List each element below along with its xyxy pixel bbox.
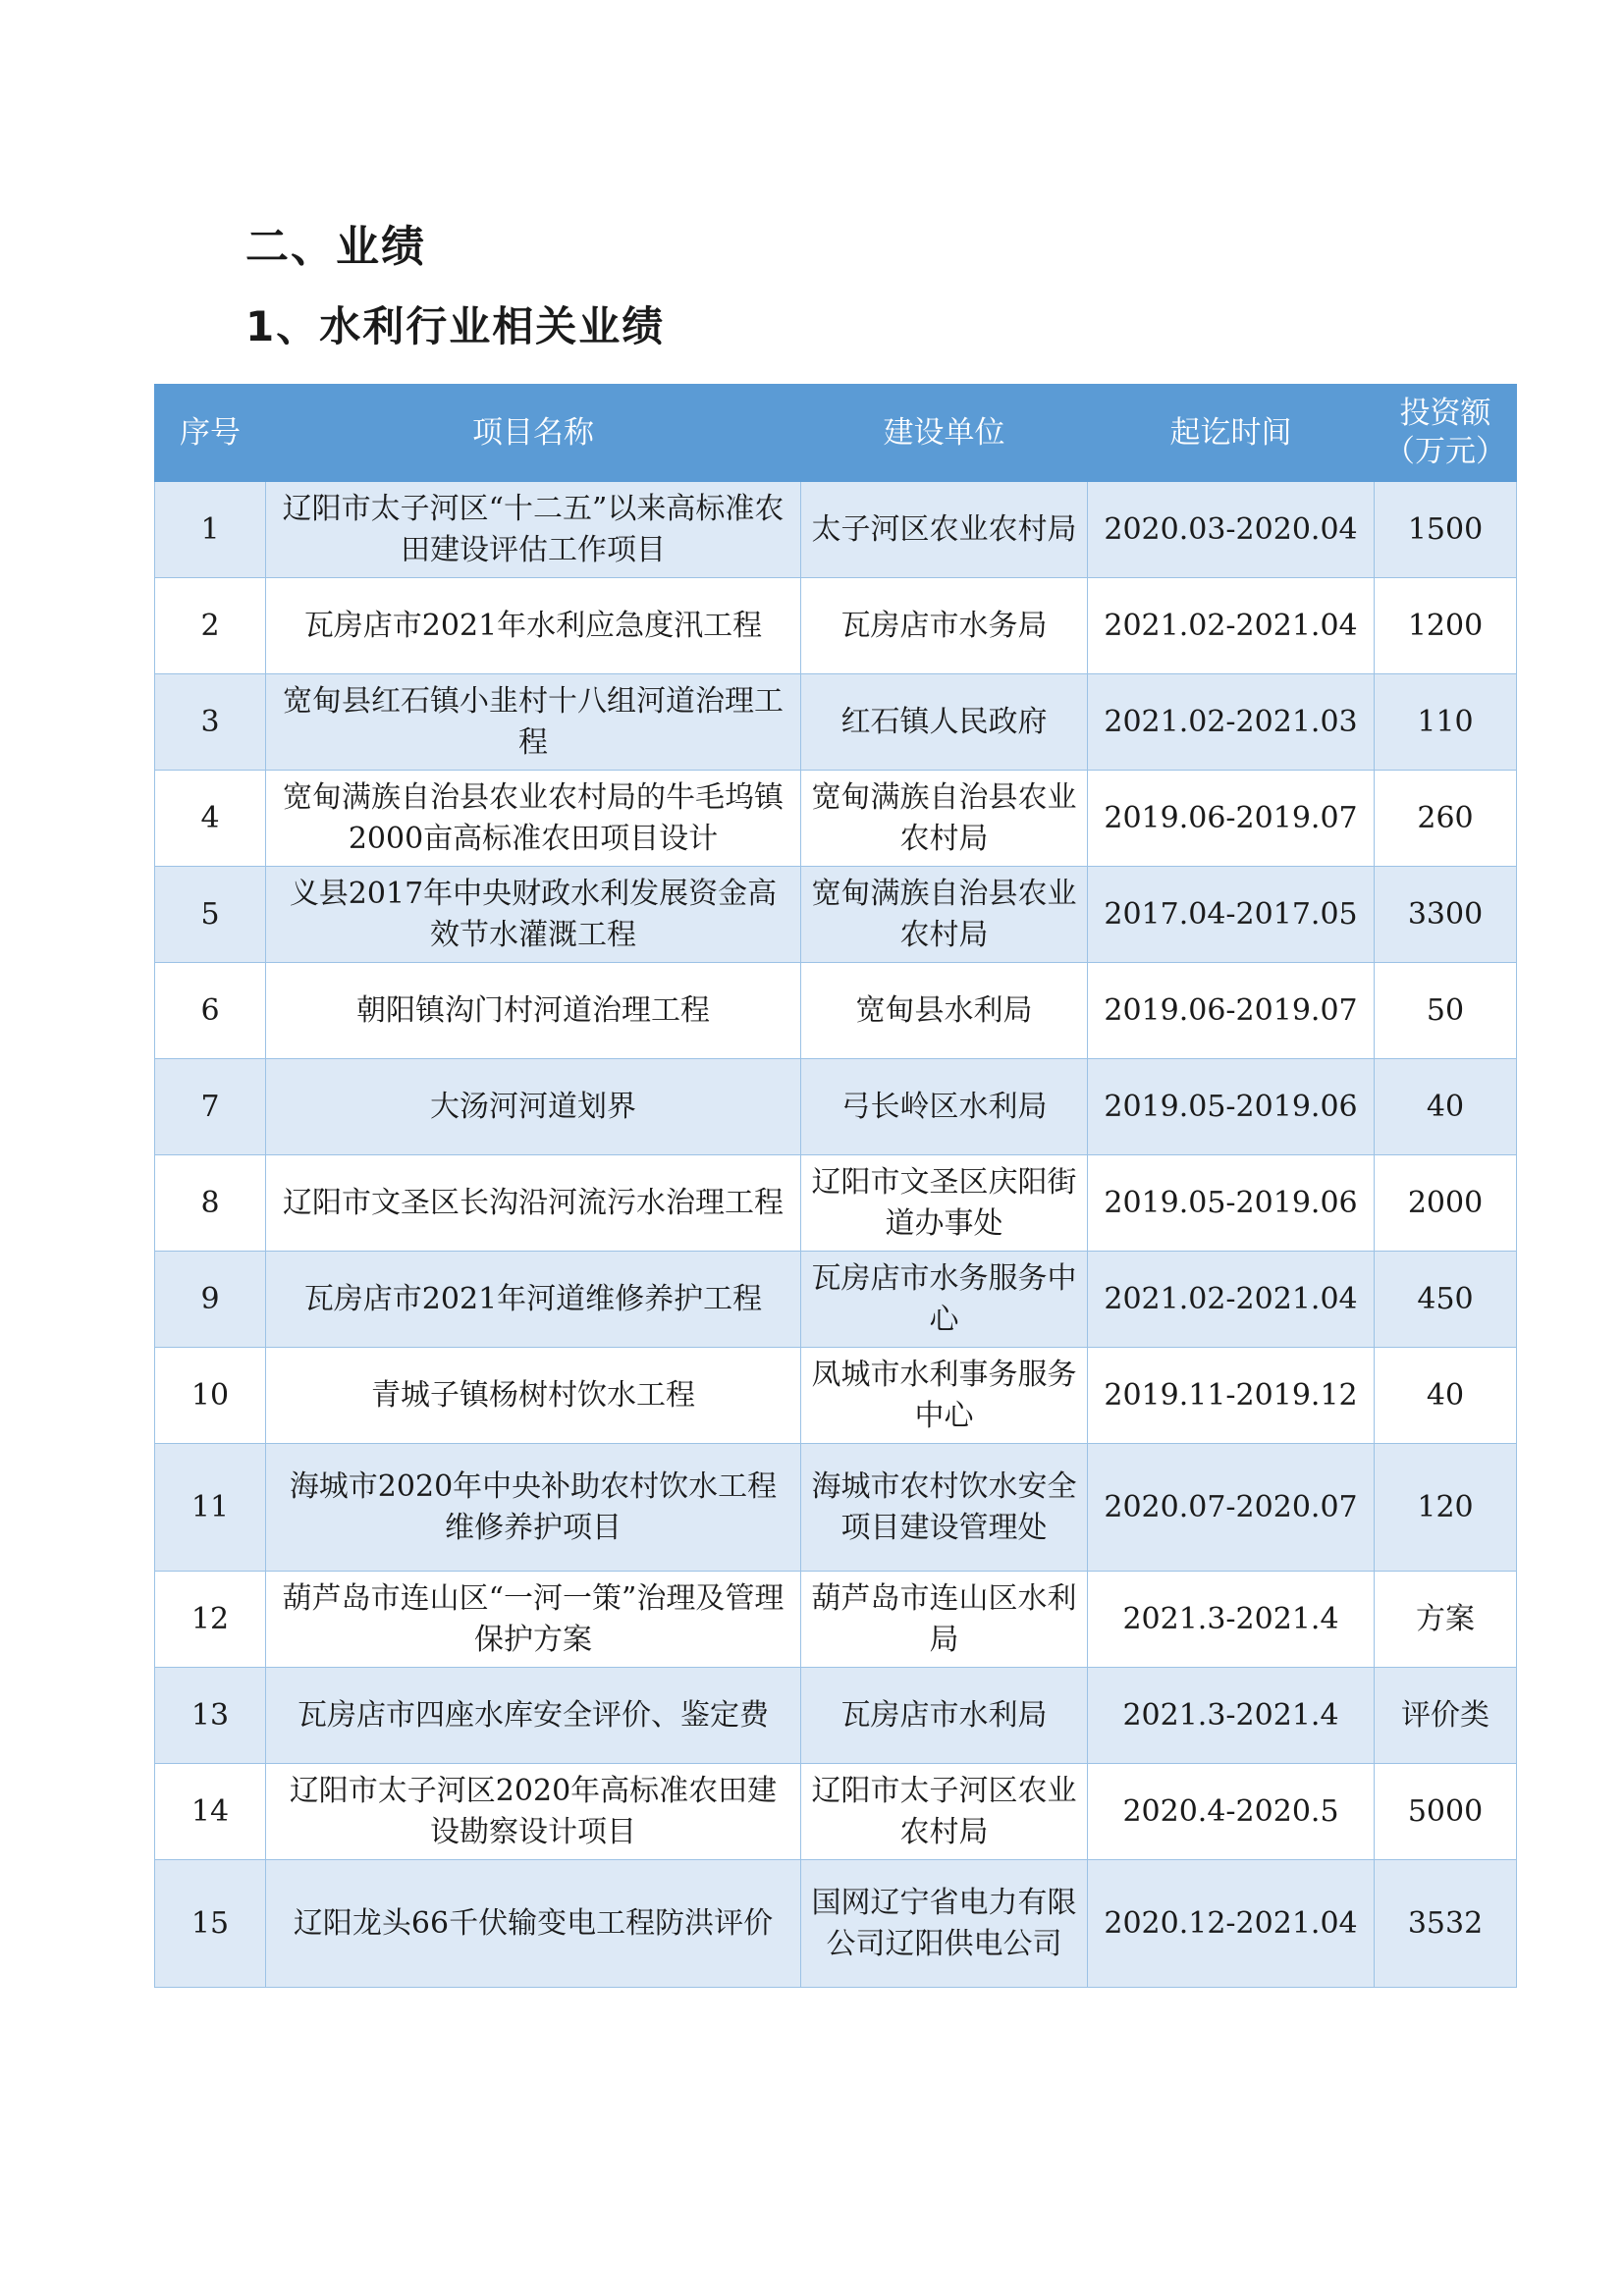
cell-investment: 方案 — [1375, 1572, 1517, 1668]
cell-period: 2020.4-2020.5 — [1088, 1764, 1375, 1860]
cell-construction-unit: 宽甸县水利局 — [801, 963, 1088, 1059]
cell-seq: 6 — [155, 963, 266, 1059]
cell-seq: 3 — [155, 674, 266, 771]
cell-period: 2021.02-2021.04 — [1088, 1252, 1375, 1348]
cell-period: 2019.11-2019.12 — [1088, 1348, 1375, 1444]
cell-project-name: 瓦房店市2021年河道维修养护工程 — [266, 1252, 801, 1348]
cell-period: 2020.12-2021.04 — [1088, 1860, 1375, 1988]
cell-construction-unit: 瓦房店市水务局 — [801, 578, 1088, 674]
cell-project-name: 辽阳市太子河区“十二五”以来高标准农田建设评估工作项目 — [266, 482, 801, 578]
sub-title: 1、水利行业相关业绩 — [245, 302, 666, 350]
cell-seq: 10 — [155, 1348, 266, 1444]
cell-period: 2019.05-2019.06 — [1088, 1059, 1375, 1155]
cell-construction-unit: 辽阳市太子河区农业农村局 — [801, 1764, 1088, 1860]
cell-investment: 3532 — [1375, 1860, 1517, 1988]
header-seq: 序号 — [155, 385, 266, 482]
cell-seq: 15 — [155, 1860, 266, 1988]
cell-investment: 110 — [1375, 674, 1517, 771]
cell-investment: 50 — [1375, 963, 1517, 1059]
table-row — [155, 1348, 1517, 1444]
cell-period: 2019.06-2019.07 — [1088, 963, 1375, 1059]
table-row — [155, 578, 1517, 674]
cell-project-name: 义县2017年中央财政水利发展资金高效节水灌溉工程 — [266, 867, 801, 963]
section-title: 二、业绩 — [245, 222, 426, 272]
cell-construction-unit: 瓦房店市水务服务中心 — [801, 1252, 1088, 1348]
cell-seq: 5 — [155, 867, 266, 963]
cell-project-name: 宽甸满族自治县农业农村局的牛毛坞镇2000亩高标准农田项目设计 — [266, 771, 801, 867]
header-project-name: 项目名称 — [266, 385, 801, 482]
cell-construction-unit: 国网辽宁省电力有限公司辽阳供电公司 — [801, 1860, 1088, 1988]
header-period: 起讫时间 — [1088, 385, 1375, 482]
cell-investment: 1500 — [1375, 482, 1517, 578]
table-row — [155, 1444, 1517, 1572]
table-row — [155, 1059, 1517, 1155]
cell-investment: 450 — [1375, 1252, 1517, 1348]
cell-project-name: 朝阳镇沟门村河道治理工程 — [266, 963, 801, 1059]
header-investment-line1: 投资额 — [1399, 396, 1491, 432]
cell-period: 2020.07-2020.07 — [1088, 1444, 1375, 1572]
cell-period: 2017.04-2017.05 — [1088, 867, 1375, 963]
cell-seq: 12 — [155, 1572, 266, 1668]
cell-seq: 2 — [155, 578, 266, 674]
cell-investment: 40 — [1375, 1348, 1517, 1444]
table-row — [155, 482, 1517, 578]
cell-construction-unit: 凤城市水利事务服务中心 — [801, 1348, 1088, 1444]
table-row — [155, 1572, 1517, 1668]
header-construction-unit: 建设单位 — [801, 385, 1088, 482]
cell-construction-unit: 宽甸满族自治县农业农村局 — [801, 867, 1088, 963]
cell-construction-unit: 辽阳市文圣区庆阳街道办事处 — [801, 1155, 1088, 1252]
cell-project-name: 青城子镇杨树村饮水工程 — [266, 1348, 801, 1444]
cell-seq: 8 — [155, 1155, 266, 1252]
cell-construction-unit: 红石镇人民政府 — [801, 674, 1088, 771]
cell-investment: 5000 — [1375, 1764, 1517, 1860]
table-row — [155, 1668, 1517, 1764]
cell-investment: 1200 — [1375, 578, 1517, 674]
cell-project-name: 辽阳市文圣区长沟沿河流污水治理工程 — [266, 1155, 801, 1252]
cell-seq: 11 — [155, 1444, 266, 1572]
table-row — [155, 1252, 1517, 1348]
table-row — [155, 674, 1517, 771]
cell-project-name: 辽阳龙头66千伏输变电工程防洪评价 — [266, 1860, 801, 1988]
cell-seq: 13 — [155, 1668, 266, 1764]
cell-investment: 120 — [1375, 1444, 1517, 1572]
table-row — [155, 867, 1517, 963]
cell-period: 2021.3-2021.4 — [1088, 1572, 1375, 1668]
cell-project-name: 瓦房店市四座水库安全评价、鉴定费 — [266, 1668, 801, 1764]
cell-project-name: 海城市2020年中央补助农村饮水工程维修养护项目 — [266, 1444, 801, 1572]
header-investment — [1375, 385, 1517, 482]
cell-project-name: 大汤河河道划界 — [266, 1059, 801, 1155]
cell-investment: 2000 — [1375, 1155, 1517, 1252]
cell-construction-unit: 宽甸满族自治县农业农村局 — [801, 771, 1088, 867]
cell-seq: 9 — [155, 1252, 266, 1348]
table-row — [155, 1155, 1517, 1252]
cell-construction-unit: 弓长岭区水利局 — [801, 1059, 1088, 1155]
header-investment-line2: （万元） — [1384, 434, 1506, 469]
cell-period: 2020.03-2020.04 — [1088, 482, 1375, 578]
cell-project-name: 辽阳市太子河区2020年高标准农田建设勘察设计项目 — [266, 1764, 801, 1860]
cell-investment: 260 — [1375, 771, 1517, 867]
table-row — [155, 1860, 1517, 1988]
cell-seq: 1 — [155, 482, 266, 578]
cell-period: 2021.02-2021.04 — [1088, 578, 1375, 674]
table-header-row — [155, 385, 1517, 482]
cell-period: 2021.02-2021.03 — [1088, 674, 1375, 771]
cell-construction-unit: 太子河区农业农村局 — [801, 482, 1088, 578]
cell-investment: 3300 — [1375, 867, 1517, 963]
cell-period: 2019.05-2019.06 — [1088, 1155, 1375, 1252]
cell-project-name: 瓦房店市2021年水利应急度汛工程 — [266, 578, 801, 674]
cell-seq: 14 — [155, 1764, 266, 1860]
cell-seq: 4 — [155, 771, 266, 867]
table-row — [155, 771, 1517, 867]
cell-construction-unit: 瓦房店市水利局 — [801, 1668, 1088, 1764]
cell-period: 2021.3-2021.4 — [1088, 1668, 1375, 1764]
cell-project-name: 葫芦岛市连山区“一河一策”治理及管理保护方案 — [266, 1572, 801, 1668]
cell-period: 2019.06-2019.07 — [1088, 771, 1375, 867]
cell-seq: 7 — [155, 1059, 266, 1155]
cell-construction-unit: 海城市农村饮水安全项目建设管理处 — [801, 1444, 1088, 1572]
table-row — [155, 963, 1517, 1059]
cell-construction-unit: 葫芦岛市连山区水利局 — [801, 1572, 1088, 1668]
cell-investment: 40 — [1375, 1059, 1517, 1155]
cell-investment: 评价类 — [1375, 1668, 1517, 1764]
performance-table — [154, 384, 1517, 1988]
cell-project-name: 宽甸县红石镇小韭村十八组河道治理工程 — [266, 674, 801, 771]
table-row — [155, 1764, 1517, 1860]
